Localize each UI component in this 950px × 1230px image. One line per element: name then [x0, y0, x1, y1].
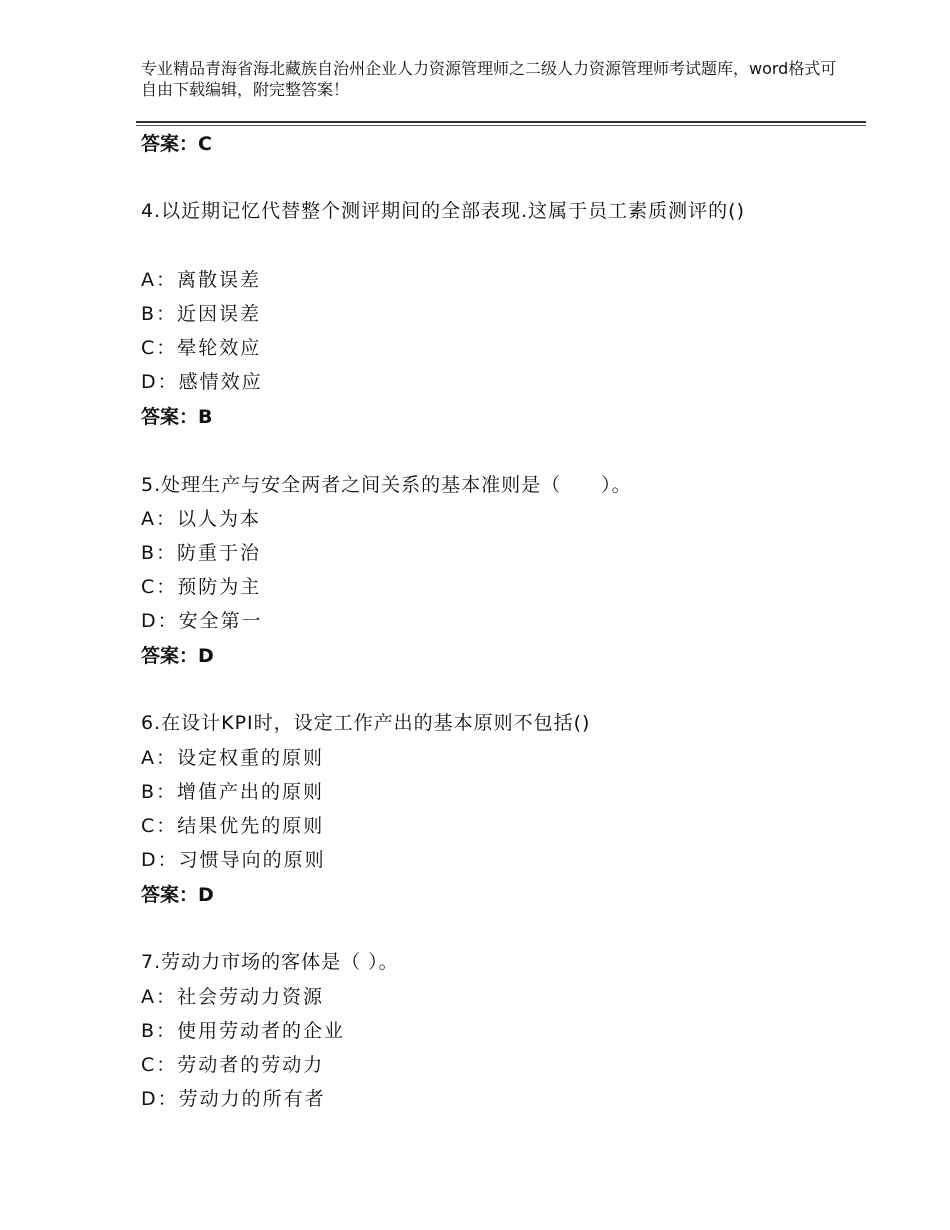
question-5-option-d: D：安全第一: [141, 610, 263, 632]
answer-label-3: 答案：C: [141, 133, 212, 155]
question-5-text: 5.处理生产与安全两者之间关系的基本准则是（ ）。: [141, 474, 632, 496]
question-4-answer: 答案：B: [141, 406, 213, 428]
header-divider-thin: [136, 125, 866, 126]
question-5-option-c: C：预防为主: [141, 576, 262, 598]
document-header: 专业精品青海省海北藏族自治州企业人力资源管理师之二级人力资源管理师考试题库，word格式可自由下载编辑，附完整答案！: [141, 59, 837, 99]
question-7-text: 7.劳动力市场的客体是（ ）。: [141, 951, 399, 973]
question-6-option-b: B：增值产出的原则: [141, 781, 325, 803]
question-7-option-a: A：社会劳动力资源: [141, 986, 324, 1008]
question-7-option-c: C：劳动者的劳动力: [141, 1054, 325, 1076]
question-6-answer: 答案：D: [141, 884, 214, 906]
question-5-option-a: A：以人为本: [141, 508, 261, 530]
question-4-option-d: D：感情效应: [141, 371, 263, 393]
question-5-answer: 答案：D: [141, 645, 214, 667]
question-6-option-d: D：习惯导向的原则: [141, 849, 326, 871]
question-4-option-c: C：晕轮效应: [141, 337, 262, 359]
question-5-option-b: B：防重于治: [141, 542, 262, 564]
question-6-option-c: C：结果优先的原则: [141, 815, 325, 837]
question-6-text: 6.在设计KPI时，设定工作产出的基本原则不包括(): [141, 712, 591, 734]
question-6-option-a: A：设定权重的原则: [141, 747, 324, 769]
question-4-text: 4.以近期记忆代替整个测评期间的全部表现.这属于员工素质测评的(): [141, 200, 745, 222]
question-7-option-b: B：使用劳动者的企业: [141, 1020, 346, 1042]
question-4-option-b: B：近因误差: [141, 303, 262, 325]
question-4-option-a: A：离散误差: [141, 269, 261, 291]
header-divider-thick: [136, 121, 866, 123]
question-7-option-d: D：劳动力的所有者: [141, 1088, 326, 1110]
